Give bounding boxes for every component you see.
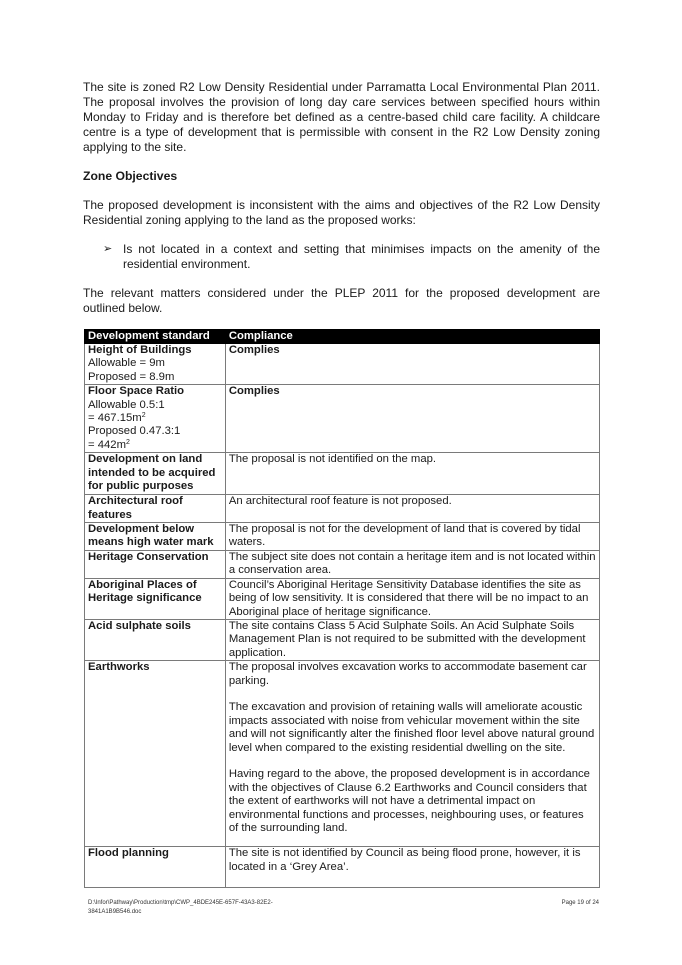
compliance-cell xyxy=(225,385,599,453)
table-row xyxy=(85,453,600,495)
standard-name: Height of Buildings xyxy=(88,344,192,356)
compliance-text: Having regard to the above, the proposed development is in accordance with the objectives of Clause 6.2 Earthworks and Council considers that the extent of earthworks will not have a detrimental impact on environmental functions and processes, neighbouring uses, or features of the surrounding land. xyxy=(228,768,590,834)
table-row xyxy=(85,385,600,453)
compliance-text: An architectural roof feature is not proposed. xyxy=(225,495,599,523)
zone-objectives-heading: Zone Objectives xyxy=(83,169,178,183)
header-compliance: Compliance xyxy=(225,330,599,344)
relevant-matters-paragraph: The relevant matters considered under the PLEP 2011 for the proposed development are outlined below. xyxy=(83,286,600,315)
file-path-line: 3841A1B9B546.doc xyxy=(88,909,142,915)
table-row xyxy=(85,550,600,578)
compliance-status: Complies xyxy=(228,385,280,398)
compliance-cell xyxy=(225,661,599,847)
table-row xyxy=(85,661,600,847)
compliance-text: The proposal is not identified on the map. xyxy=(225,453,599,495)
compliance-text: The site contains Class 5 Acid Sulphate Soils. An Acid Sulphate Soils Management Plan is not required to be submitted with the development application. xyxy=(225,619,599,660)
standard-detail: Proposed = 8.9m xyxy=(88,370,175,383)
compliance-text: The subject site does not contain a heritage item and is not located within a conservation area. xyxy=(225,550,599,578)
compliance-text: The excavation and provision of retaining walls will ameliorate acoustic impacts associated with noise from vehicular movement within the site and will not significantly alter the finished floor level above natural ground level when compared to the existing residential dwelling on the site. xyxy=(228,701,595,754)
standard-cell xyxy=(85,344,226,385)
compliance-cell xyxy=(225,344,599,385)
arrow-bullet-icon: ➢ xyxy=(103,243,113,255)
table-row xyxy=(85,523,600,551)
compliance-status: Complies xyxy=(228,344,280,356)
bullet-text: Is not located in a context and setting that minimises impacts on the amenity of the residential environment. xyxy=(123,242,600,271)
table-header-row xyxy=(85,330,600,344)
superscript: 2 xyxy=(141,412,146,420)
file-path-line: D:\Infor\Pathway\Production\tmp\CWP_4BDE245E-657F-43A3-82E2- xyxy=(88,900,273,906)
intro-paragraph: The site is zoned R2 Low Density Residential under Parramatta Local Environmental Plan 2011. The proposal involves the provision of long day care services between specified hours within Monday to Friday and is therefore bet defined as a centre-based child care facility. A childcare centre is a type of development that is permissible with consent in the R2 Low Density zoning applying to the site. xyxy=(83,80,600,154)
footer-file-path xyxy=(88,899,273,917)
allowable-area: = 467.15m xyxy=(88,412,142,425)
standard-name: Development on land intended to be acquired for public purposes xyxy=(85,453,226,495)
standard-name: Acid sulphate soils xyxy=(85,619,226,660)
standard-detail xyxy=(88,439,222,452)
standard-cell xyxy=(85,385,226,453)
table-row xyxy=(85,578,600,619)
development-standards-table xyxy=(84,329,600,888)
compliance-text: The proposal is not for the development of land that is covered by tidal waters. xyxy=(225,523,599,551)
compliance-text: The proposal involves excavation works to accommodate basement car parking. xyxy=(228,661,587,687)
header-development-standard: Development standard xyxy=(85,330,226,344)
page-number: Page 19 of 24 xyxy=(561,900,599,906)
standard-detail xyxy=(88,412,222,425)
standard-name: Heritage Conservation xyxy=(85,550,226,578)
standard-name: Floor Space Ratio xyxy=(88,385,185,398)
standard-detail: Allowable 0.5:1 xyxy=(88,398,165,411)
table-row xyxy=(85,619,600,660)
table-row xyxy=(85,847,600,888)
standard-detail: Proposed 0.47.3:1 xyxy=(88,425,181,438)
table-row xyxy=(85,344,600,385)
bullet-item xyxy=(103,242,600,272)
standard-name: Architectural roof features xyxy=(85,495,226,523)
zone-objectives-paragraph: The proposed development is inconsistent with the aims and objectives of the R2 Low Density Residential zoning applying to the land as the proposed works: xyxy=(83,198,600,227)
compliance-text: Council’s Aboriginal Heritage Sensitivity Database identifies the site as being of low sensitivity. It is considered that there will be no impact to an Aboriginal place of heritage significance. xyxy=(225,578,599,619)
superscript: 2 xyxy=(126,438,130,446)
compliance-text: The site is not identified by Council as being flood prone, however, it is located in a ‘Grey Area’. xyxy=(225,847,599,888)
proposed-area: = 442m xyxy=(88,438,126,451)
standard-detail: Allowable = 9m xyxy=(88,357,165,370)
standard-name: Aboriginal Places of Heritage significance xyxy=(85,578,226,619)
standard-name: Earthworks xyxy=(85,661,226,847)
standard-name: Development below means high water mark xyxy=(85,523,226,551)
standard-name: Flood planning xyxy=(85,847,226,888)
table-row xyxy=(85,495,600,523)
